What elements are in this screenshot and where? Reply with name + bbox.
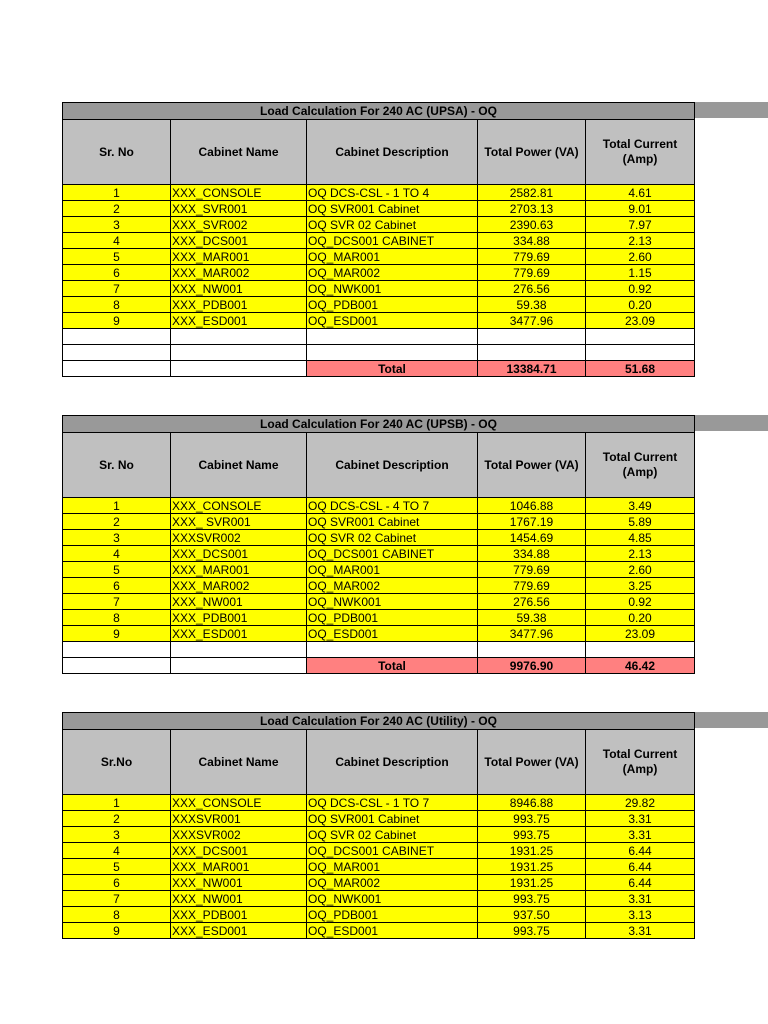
cell-desc: OQ_ESD001 xyxy=(307,313,478,329)
total-power: 13384.71 xyxy=(478,361,586,377)
cell-name: XXX_NW001 xyxy=(171,875,307,891)
cell-sr: 5 xyxy=(63,562,171,578)
table-row xyxy=(63,827,695,843)
total-current: 51.68 xyxy=(586,361,695,377)
cell-desc: OQ_PDB001 xyxy=(307,297,478,313)
header-total-power: Total Power (VA) xyxy=(478,433,586,498)
cell-name: XXX_DCS001 xyxy=(171,233,307,249)
table-row xyxy=(63,546,695,562)
cell-name: XXXSVR001 xyxy=(171,811,307,827)
cell-current: 23.09 xyxy=(586,313,695,329)
table-row xyxy=(63,562,695,578)
table-row xyxy=(63,626,695,642)
cell-current: 23.09 xyxy=(586,626,695,642)
cell-name: XXX_ESD001 xyxy=(171,923,307,939)
table-row xyxy=(63,859,695,875)
cell-desc: OQ_MAR001 xyxy=(307,859,478,875)
cell-desc: OQ DCS-CSL - 1 TO 4 xyxy=(307,185,478,201)
cell-power: 1931.25 xyxy=(478,843,586,859)
header-cabinet-description: Cabinet Description xyxy=(307,120,478,185)
cell-name: XXX_PDB001 xyxy=(171,297,307,313)
cell-name: XXXSVR002 xyxy=(171,530,307,546)
cell-name: XXX_MAR001 xyxy=(171,249,307,265)
total-current: 46.42 xyxy=(586,658,695,674)
cell-sr: 1 xyxy=(63,185,171,201)
cell-desc: OQ_PDB001 xyxy=(307,610,478,626)
cell-name: XXX_SVR001 xyxy=(171,201,307,217)
gray-side-band xyxy=(694,102,768,118)
cell-sr: 6 xyxy=(63,265,171,281)
cell-sr: 2 xyxy=(63,514,171,530)
cell-current: 6.44 xyxy=(586,875,695,891)
total-label: Total xyxy=(307,361,478,377)
cell-current: 5.89 xyxy=(586,514,695,530)
cell-power: 59.38 xyxy=(478,297,586,313)
cell-name: XXX_PDB001 xyxy=(171,907,307,923)
cell-name: XXX_MAR001 xyxy=(171,859,307,875)
cell-power: 779.69 xyxy=(478,578,586,594)
cell-desc: OQ SVR 02 Cabinet xyxy=(307,530,478,546)
cell-name: XXX_MAR001 xyxy=(171,562,307,578)
cell-sr: 1 xyxy=(63,498,171,514)
gray-side-band xyxy=(694,415,768,431)
header-total-power: Total Power (VA) xyxy=(478,730,586,795)
cell-power: 1767.19 xyxy=(478,514,586,530)
cell-sr: 7 xyxy=(63,891,171,907)
header-total-current: Total Current (Amp) xyxy=(586,120,695,185)
cell-sr: 9 xyxy=(63,923,171,939)
load-table-upsb xyxy=(62,415,694,674)
cell-desc: OQ_MAR002 xyxy=(307,578,478,594)
cell-current: 29.82 xyxy=(586,795,695,811)
cell-sr: 1 xyxy=(63,795,171,811)
cell-current: 3.31 xyxy=(586,923,695,939)
cell-current: 2.13 xyxy=(586,233,695,249)
header-total-current: Total Current (Amp) xyxy=(586,730,695,795)
cell-name: XXX_ESD001 xyxy=(171,313,307,329)
cell-current: 3.31 xyxy=(586,827,695,843)
cell-power: 1931.25 xyxy=(478,875,586,891)
cell-power: 1046.88 xyxy=(478,498,586,514)
cell-power: 937.50 xyxy=(478,907,586,923)
cell-sr: 3 xyxy=(63,217,171,233)
empty-row xyxy=(63,345,695,361)
cell-current: 6.44 xyxy=(586,843,695,859)
cell-name: XXX_CONSOLE xyxy=(171,498,307,514)
cell-sr: 3 xyxy=(63,530,171,546)
table-row xyxy=(63,907,695,923)
cell-power: 334.88 xyxy=(478,233,586,249)
cell-power: 59.38 xyxy=(478,610,586,626)
header-total-current: Total Current (Amp) xyxy=(586,433,695,498)
cell-desc: OQ SVR 02 Cabinet xyxy=(307,827,478,843)
table-row xyxy=(63,594,695,610)
cell-sr: 7 xyxy=(63,594,171,610)
cell-sr: 6 xyxy=(63,578,171,594)
cell-desc: OQ SVR001 Cabinet xyxy=(307,514,478,530)
cell-current: 4.85 xyxy=(586,530,695,546)
cell-current: 0.92 xyxy=(586,281,695,297)
cell-desc: OQ_ESD001 xyxy=(307,923,478,939)
cell-desc: OQ SVR001 Cabinet xyxy=(307,201,478,217)
cell-desc: OQ_DCS001 CABINET xyxy=(307,546,478,562)
cell-power: 8946.88 xyxy=(478,795,586,811)
cell-current: 3.25 xyxy=(586,578,695,594)
table-row xyxy=(63,201,695,217)
table-title: Load Calculation For 240 AC (UPSB) - OQ xyxy=(63,416,695,433)
header-cabinet-name: Cabinet Name xyxy=(171,433,307,498)
gray-side-band xyxy=(694,712,768,728)
cell-power: 276.56 xyxy=(478,281,586,297)
table-row xyxy=(63,891,695,907)
table-row xyxy=(63,498,695,514)
table-title: Load Calculation For 240 AC (Utility) - OQ xyxy=(63,713,695,730)
cell-power: 276.56 xyxy=(478,594,586,610)
cell-power: 779.69 xyxy=(478,265,586,281)
empty-row xyxy=(63,642,695,658)
table-title: Load Calculation For 240 AC (UPSA) - OQ xyxy=(63,103,695,120)
header-sr-no: Sr.No xyxy=(63,730,171,795)
cell-name: XXX_NW001 xyxy=(171,891,307,907)
cell-desc: OQ_MAR001 xyxy=(307,249,478,265)
cell-desc: OQ_NWK001 xyxy=(307,594,478,610)
cell-current: 0.20 xyxy=(586,297,695,313)
cell-sr: 2 xyxy=(63,811,171,827)
cell-sr: 8 xyxy=(63,610,171,626)
cell-name: XXX_NW001 xyxy=(171,281,307,297)
cell-name: XXX_CONSOLE xyxy=(171,185,307,201)
cell-power: 779.69 xyxy=(478,562,586,578)
cell-sr: 5 xyxy=(63,249,171,265)
total-label: Total xyxy=(307,658,478,674)
cell-current: 3.13 xyxy=(586,907,695,923)
cell-name: XXX_SVR002 xyxy=(171,217,307,233)
cell-power: 993.75 xyxy=(478,811,586,827)
table-row xyxy=(63,297,695,313)
total-power: 9976.90 xyxy=(478,658,586,674)
cell-desc: OQ_DCS001 CABINET xyxy=(307,843,478,859)
cell-desc: OQ_DCS001 CABINET xyxy=(307,233,478,249)
cell-power: 334.88 xyxy=(478,546,586,562)
cell-power: 779.69 xyxy=(478,249,586,265)
table-row xyxy=(63,281,695,297)
cell-power: 3477.96 xyxy=(478,313,586,329)
cell-desc: OQ_PDB001 xyxy=(307,907,478,923)
cell-current: 4.61 xyxy=(586,185,695,201)
cell-power: 993.75 xyxy=(478,827,586,843)
cell-sr: 5 xyxy=(63,859,171,875)
cell-sr: 2 xyxy=(63,201,171,217)
load-table-upsa xyxy=(62,102,694,377)
cell-current: 6.44 xyxy=(586,859,695,875)
cell-desc: OQ_ESD001 xyxy=(307,626,478,642)
table-row xyxy=(63,578,695,594)
cell-desc: OQ_NWK001 xyxy=(307,891,478,907)
table-row xyxy=(63,811,695,827)
table-row xyxy=(63,875,695,891)
cell-sr: 9 xyxy=(63,626,171,642)
header-cabinet-name: Cabinet Name xyxy=(171,120,307,185)
cell-current: 3.31 xyxy=(586,891,695,907)
table-row xyxy=(63,217,695,233)
cell-desc: OQ_MAR002 xyxy=(307,875,478,891)
cell-name: XXX_ SVR001 xyxy=(171,514,307,530)
cell-current: 3.31 xyxy=(586,811,695,827)
table-row xyxy=(63,843,695,859)
cell-name: XXX_MAR002 xyxy=(171,265,307,281)
cell-current: 0.20 xyxy=(586,610,695,626)
cell-power: 2390.63 xyxy=(478,217,586,233)
cell-name: XXX_ESD001 xyxy=(171,626,307,642)
header-cabinet-name: Cabinet Name xyxy=(171,730,307,795)
cell-current: 1.15 xyxy=(586,265,695,281)
cell-sr: 4 xyxy=(63,843,171,859)
header-cabinet-description: Cabinet Description xyxy=(307,433,478,498)
cell-current: 2.13 xyxy=(586,546,695,562)
cell-name: XXX_PDB001 xyxy=(171,610,307,626)
header-sr-no: Sr. No xyxy=(63,433,171,498)
cell-desc: OQ_NWK001 xyxy=(307,281,478,297)
cell-sr: 9 xyxy=(63,313,171,329)
cell-current: 0.92 xyxy=(586,594,695,610)
total-row xyxy=(63,361,695,377)
table-row xyxy=(63,313,695,329)
cell-current: 3.49 xyxy=(586,498,695,514)
table-row xyxy=(63,185,695,201)
cell-sr: 3 xyxy=(63,827,171,843)
cell-sr: 4 xyxy=(63,546,171,562)
cell-power: 1454.69 xyxy=(478,530,586,546)
table-row xyxy=(63,514,695,530)
cell-desc: OQ SVR 02 Cabinet xyxy=(307,217,478,233)
cell-current: 2.60 xyxy=(586,249,695,265)
cell-sr: 4 xyxy=(63,233,171,249)
cell-desc: OQ_MAR002 xyxy=(307,265,478,281)
table-row xyxy=(63,923,695,939)
cell-desc: OQ DCS-CSL - 1 TO 7 xyxy=(307,795,478,811)
cell-sr: 8 xyxy=(63,907,171,923)
cell-desc: OQ SVR001 Cabinet xyxy=(307,811,478,827)
cell-name: XXX_MAR002 xyxy=(171,578,307,594)
table-row xyxy=(63,610,695,626)
cell-power: 993.75 xyxy=(478,891,586,907)
cell-power: 1931.25 xyxy=(478,859,586,875)
table-row xyxy=(63,233,695,249)
header-total-power: Total Power (VA) xyxy=(478,120,586,185)
cell-sr: 8 xyxy=(63,297,171,313)
cell-power: 2582.81 xyxy=(478,185,586,201)
cell-current: 7.97 xyxy=(586,217,695,233)
cell-power: 3477.96 xyxy=(478,626,586,642)
cell-power: 993.75 xyxy=(478,923,586,939)
header-sr-no: Sr. No xyxy=(63,120,171,185)
total-row xyxy=(63,658,695,674)
table-row xyxy=(63,795,695,811)
load-table-utility xyxy=(62,712,694,939)
cell-name: XXXSVR002 xyxy=(171,827,307,843)
table-row xyxy=(63,530,695,546)
cell-sr: 7 xyxy=(63,281,171,297)
cell-sr: 6 xyxy=(63,875,171,891)
cell-desc: OQ DCS-CSL - 4 TO 7 xyxy=(307,498,478,514)
cell-name: XXX_DCS001 xyxy=(171,546,307,562)
cell-name: XXX_CONSOLE xyxy=(171,795,307,811)
empty-row xyxy=(63,329,695,345)
cell-current: 2.60 xyxy=(586,562,695,578)
table-row xyxy=(63,249,695,265)
cell-power: 2703.13 xyxy=(478,201,586,217)
header-cabinet-description: Cabinet Description xyxy=(307,730,478,795)
cell-desc: OQ_MAR001 xyxy=(307,562,478,578)
cell-name: XXX_DCS001 xyxy=(171,843,307,859)
table-row xyxy=(63,265,695,281)
cell-name: XXX_NW001 xyxy=(171,594,307,610)
cell-current: 9.01 xyxy=(586,201,695,217)
